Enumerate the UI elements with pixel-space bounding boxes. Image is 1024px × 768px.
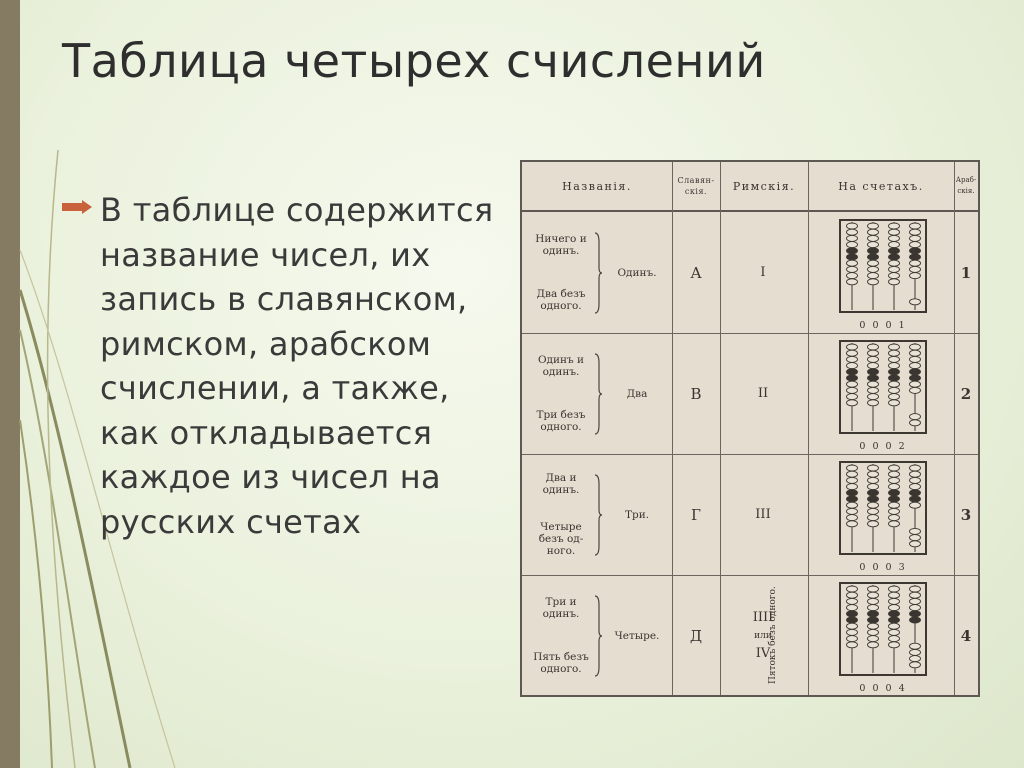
abacus-digits: 0 0 0 2 [859, 441, 907, 452]
name-top: Три и одинъ. [542, 596, 580, 621]
slavic-numeral: В [690, 384, 702, 403]
roman-cell [720, 212, 806, 333]
abacus-digits: 0 0 0 4 [859, 683, 907, 694]
arabic-numeral: 2 [960, 384, 972, 403]
number-word: Три. [624, 508, 650, 521]
roman-note [768, 343, 782, 443]
arabic-numeral: 4 [960, 626, 972, 645]
name-top: Одинъ и одинъ. [537, 354, 585, 379]
abacus-icon [838, 460, 928, 570]
names-cell [522, 575, 600, 696]
roman-note [768, 222, 782, 322]
roman-cell [720, 575, 806, 696]
slavic-numeral: А [690, 263, 702, 282]
arabic-numeral: 3 [960, 505, 972, 524]
number-word: Одинъ. [617, 266, 657, 279]
number-word: Четыре. [614, 629, 660, 642]
names-cell [522, 212, 600, 333]
header-names: Названія. [522, 162, 672, 212]
header-abacus: На счетахъ. [808, 162, 954, 212]
left-accent-bar [0, 0, 20, 768]
abacus-icon [838, 218, 928, 328]
roman-note [768, 464, 782, 564]
name-top: Два и одинъ. [542, 472, 580, 497]
slavic-numeral: Д [689, 626, 703, 645]
abacus-icon [838, 581, 928, 691]
abacus-cell [808, 575, 954, 696]
brace-icon [594, 232, 602, 314]
header-slavic: Славян- скія. [672, 162, 720, 212]
bullet-text: В таблице содержится название чисел, их запись в славянском, римском, арабском счислении, а также, как откладывается каждое из чисел на русских счетах [100, 191, 494, 541]
roman-note: Пятокъ безъ одного. [768, 586, 778, 684]
header-roman: Римскія. [720, 162, 808, 212]
roman-numeral: I [760, 264, 766, 280]
header-arabic: Араб- скія. [954, 162, 978, 212]
abacus-icon [838, 339, 928, 449]
name-bottom: Пять безъ одного. [533, 650, 589, 675]
abacus-cell [808, 212, 954, 333]
abacus-cell [808, 454, 954, 575]
numeral-table-image [520, 160, 980, 697]
roman-cell [720, 333, 806, 454]
roman-cell [720, 454, 806, 575]
table-row [522, 333, 978, 454]
slide-title: Таблица четырех счислений [62, 34, 766, 88]
arabic-numeral: 1 [960, 263, 972, 282]
table-row [522, 575, 978, 696]
names-cell [522, 454, 600, 575]
name-top: Ничего и одинъ. [535, 233, 587, 258]
arrow-bullet-icon [62, 200, 92, 214]
roman-numeral: III [755, 506, 771, 522]
abacus-digits: 0 0 0 3 [859, 562, 907, 573]
table-row [522, 212, 978, 333]
roman-numeral-alt: IV [755, 645, 771, 661]
names-cell [522, 333, 600, 454]
roman-or-label: или [754, 630, 772, 641]
abacus-cell [808, 333, 954, 454]
name-bottom: Четыре безъ од- ного. [538, 520, 584, 557]
abacus-digits: 0 0 0 1 [859, 320, 907, 331]
slavic-numeral: Г [691, 505, 701, 524]
table-row [522, 454, 978, 575]
name-bottom: Три безъ одного. [536, 408, 586, 433]
name-bottom: Два безъ одного. [536, 287, 586, 312]
brace-icon [594, 595, 602, 677]
roman-numeral: II [757, 385, 769, 401]
number-word: Два [626, 387, 648, 400]
brace-icon [594, 474, 602, 556]
roman-numeral: IIII [752, 609, 774, 625]
brace-icon [594, 353, 602, 435]
